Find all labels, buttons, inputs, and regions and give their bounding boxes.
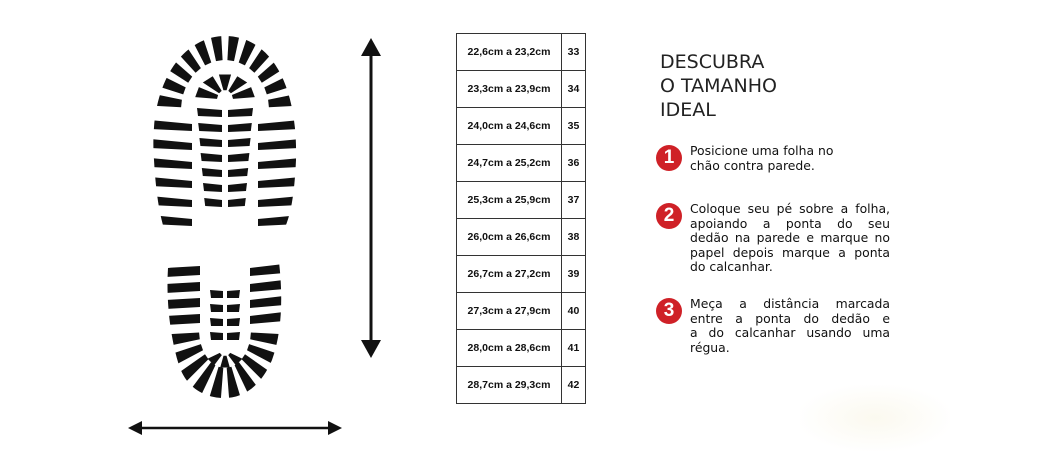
- step-text-line: dedão na parede e marque no: [690, 230, 890, 246]
- tread-bar: [162, 26, 201, 73]
- tread-bar: [250, 333, 295, 349]
- forefoot-outer-tread: [130, 10, 320, 226]
- tread-bar: [220, 356, 230, 368]
- tread-bar: [228, 153, 249, 162]
- step-number-badge: 1: [656, 145, 682, 171]
- shoe-size-cell: 35: [562, 108, 586, 145]
- step-text-line: apoiando a ponta do seu: [690, 215, 890, 231]
- step-text-line: régua.: [690, 339, 730, 355]
- tread-bar: [150, 177, 192, 188]
- heel-inner-tread: [208, 290, 243, 368]
- tread-bar: [227, 318, 240, 326]
- tread-bar: [150, 139, 192, 150]
- tread-bar: [258, 43, 305, 82]
- tread-bar: [250, 312, 284, 324]
- foot-length-cell: 24,0cm a 24,6cm: [457, 108, 562, 145]
- step-text-line: chão contra parede.: [690, 157, 815, 173]
- double-arrow-horizontal-icon: [128, 421, 342, 435]
- tread-bar: [197, 108, 222, 117]
- step-text-line: Meça a distância marcada: [690, 296, 890, 311]
- foot-length-cell: 26,7cm a 27,2cm: [457, 256, 562, 293]
- foot-length-cell: 27,3cm a 27,9cm: [457, 293, 562, 330]
- tread-bar: [203, 183, 222, 192]
- tread-bar: [150, 158, 192, 169]
- title-line: IDEAL: [660, 99, 716, 121]
- shoe-size-cell: 34: [562, 71, 586, 108]
- tread-bar: [227, 290, 240, 298]
- shoe-size-cell: 41: [562, 330, 586, 367]
- tread-bar: [199, 138, 222, 147]
- double-arrow-vertical-icon: [361, 38, 381, 358]
- tread-bar: [219, 75, 231, 91]
- tread-bar: [166, 266, 200, 277]
- table-row: [457, 367, 586, 404]
- table-row: [457, 145, 586, 182]
- foot-length-cell: 28,7cm a 29,3cm: [457, 367, 562, 404]
- tread-bar: [227, 332, 240, 340]
- tread-bar: [166, 298, 200, 309]
- shoe-size-cell: 33: [562, 34, 586, 71]
- tread-bar: [210, 290, 223, 298]
- tread-bar: [228, 108, 253, 117]
- step-text: [690, 202, 890, 275]
- foot-length-cell: 25,3cm a 25,9cm: [457, 182, 562, 219]
- step-text: [690, 297, 890, 355]
- table-row: [457, 182, 586, 219]
- shoe-sole-illustration: [0, 0, 460, 451]
- foot-length-cell: 22,6cm a 23,2cm: [457, 34, 562, 71]
- tread-bar: [201, 153, 222, 162]
- tread-bar: [155, 333, 200, 349]
- tread-bar: [210, 304, 223, 312]
- tread-bar: [130, 90, 182, 108]
- step-text: [690, 144, 890, 173]
- step-text-line: Posicione uma folha no: [690, 143, 834, 158]
- tread-bar: [258, 158, 300, 169]
- tread-bar: [204, 198, 222, 207]
- tread-bar: [198, 123, 222, 132]
- tread-bar: [146, 43, 193, 82]
- tread-bar: [150, 215, 192, 226]
- shoe-size-cell: 39: [562, 256, 586, 293]
- step-number-badge: 2: [656, 203, 682, 229]
- tread-bar: [228, 183, 247, 192]
- tread-bar: [258, 177, 300, 188]
- tread-bar: [208, 353, 222, 365]
- title-line: DESCUBRA: [660, 51, 765, 73]
- table-row: [457, 330, 586, 367]
- tread-bar: [202, 168, 222, 177]
- table-row: [457, 34, 586, 71]
- tread-bar: [258, 120, 300, 131]
- tread-bar: [268, 90, 320, 108]
- step-text-line: papel depois marque a ponta: [690, 244, 890, 260]
- tread-bar: [250, 280, 284, 292]
- tread-bar: [210, 318, 223, 326]
- foot-length-cell: 26,0cm a 26,6cm: [457, 219, 562, 256]
- foot-length-cell: 24,7cm a 25,2cm: [457, 145, 562, 182]
- forefoot-inner-tread: [195, 75, 255, 208]
- table-row: [457, 108, 586, 145]
- tread-bar: [227, 304, 240, 312]
- tread-bar: [258, 196, 300, 207]
- step-text-line: entre a ponta do dedão e: [690, 310, 890, 326]
- tread-bar: [228, 123, 252, 132]
- table-row: [457, 71, 586, 108]
- shoe-size-cell: 42: [562, 367, 586, 404]
- step-text-line: do calcanhar.: [690, 259, 773, 275]
- step-text-line: a do calcanhar usando uma: [690, 325, 890, 341]
- table-row: [457, 219, 586, 256]
- shoe-size-cell: 37: [562, 182, 586, 219]
- tread-bar: [228, 168, 248, 177]
- tread-bar: [150, 196, 192, 207]
- tread-bar: [150, 120, 192, 131]
- tread-bar: [249, 26, 288, 73]
- step-number-badge: 3: [656, 298, 682, 324]
- foot-length-cell: 23,3cm a 23,9cm: [457, 71, 562, 108]
- heel-outer-tread: [155, 264, 295, 405]
- tread-bar: [210, 332, 223, 340]
- tread-bar: [258, 215, 300, 226]
- tread-bar: [228, 353, 242, 365]
- page-title: [660, 50, 777, 122]
- size-table: [456, 33, 586, 404]
- foot-length-cell: 28,0cm a 28,6cm: [457, 330, 562, 367]
- tread-bar: [166, 314, 200, 325]
- background-fade: [800, 385, 950, 451]
- tread-bar: [258, 139, 300, 150]
- tread-bar: [250, 264, 284, 276]
- shoe-size-cell: 40: [562, 293, 586, 330]
- tread-bar: [166, 282, 200, 293]
- table-row: [457, 256, 586, 293]
- tread-bar: [250, 296, 284, 308]
- step-text-line: Coloque seu pé sobre a folha,: [690, 201, 890, 216]
- shoe-size-cell: 38: [562, 219, 586, 256]
- title-line: O TAMANHO: [660, 75, 777, 97]
- shoe-size-cell: 36: [562, 145, 586, 182]
- tread-bar: [228, 198, 246, 207]
- tread-bar: [228, 138, 251, 147]
- table-row: [457, 293, 586, 330]
